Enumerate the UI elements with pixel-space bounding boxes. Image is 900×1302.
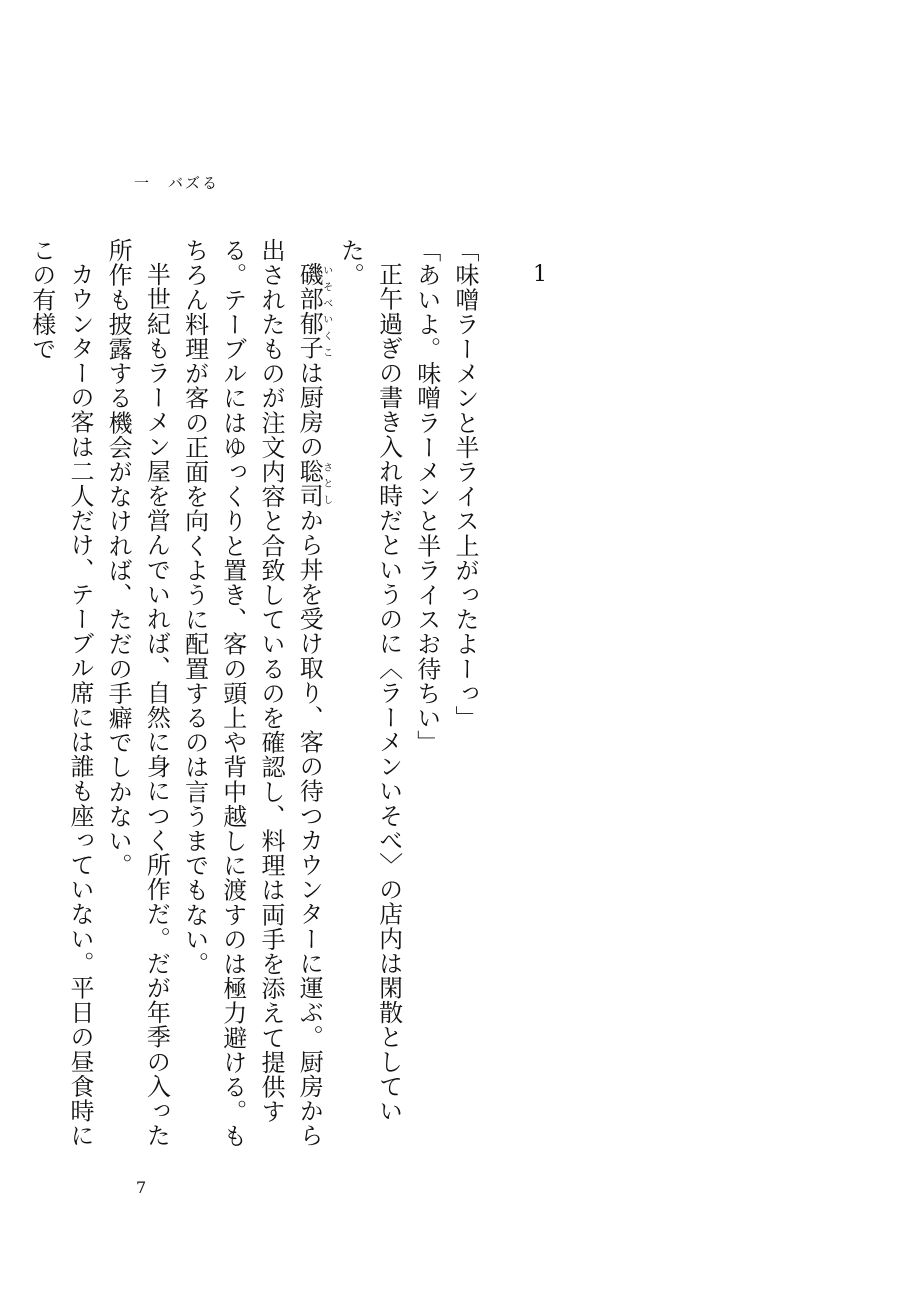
chapter-number: 1 <box>533 262 547 287</box>
dialogue-line-2: 「あいよ。味噌ラーメンと半ライスお待ちい」 <box>412 238 441 755</box>
running-head: 一 バズる <box>134 174 220 192</box>
name-isobe: 磯部 <box>295 262 324 312</box>
paragraph-2-part-2: から丼を受け取り、客の待つカウンターに運ぶ。厨房から出されたものが注文内容と合致しているのを確認し、料理は両手を添えて提供する。テーブルにはゆっくりと置き、客の頭上や背中越しに渡すのは極力避ける。もちろん料理が客の正面を向くように配置するのは言うまでもない。 <box>180 238 324 1149</box>
ruby-isobe <box>295 262 332 312</box>
reading-ikuko: いくこ <box>320 311 332 361</box>
name-ikuko: 郁子 <box>295 311 324 361</box>
paragraph-1: 正午過ぎの書き入れ時だというのに〈ラーメンいそべ〉の店内は閑散としていた。 <box>336 238 403 1123</box>
body-text <box>27 238 484 1168</box>
dialogue-line-1: 「味噌ラーメンと半ライス上がったよーっ」 <box>451 238 479 730</box>
ruby-ikuko <box>295 311 332 361</box>
page-number: 7 <box>136 1178 147 1197</box>
reading-isobe: いそべ <box>320 262 332 312</box>
paragraph-2 <box>175 238 331 1168</box>
ruby-satoshi <box>295 458 332 509</box>
paragraph-2-part-1: は厨房の <box>295 360 324 459</box>
reading-satoshi: さとし <box>320 458 332 508</box>
paragraph-3: 半世紀もラーメン屋を営んでいれば、自然に身につく所作だ。だが年季の入った所作も披露する機会がなければ、ただの手癖でしかない。 <box>104 238 171 1148</box>
paragraph-4: カウンターの客は二人だけ、テーブル席には誰も座っていない。平日の昼食時にこの有様で <box>27 238 94 1148</box>
name-satoshi: 聡司 <box>295 458 324 509</box>
